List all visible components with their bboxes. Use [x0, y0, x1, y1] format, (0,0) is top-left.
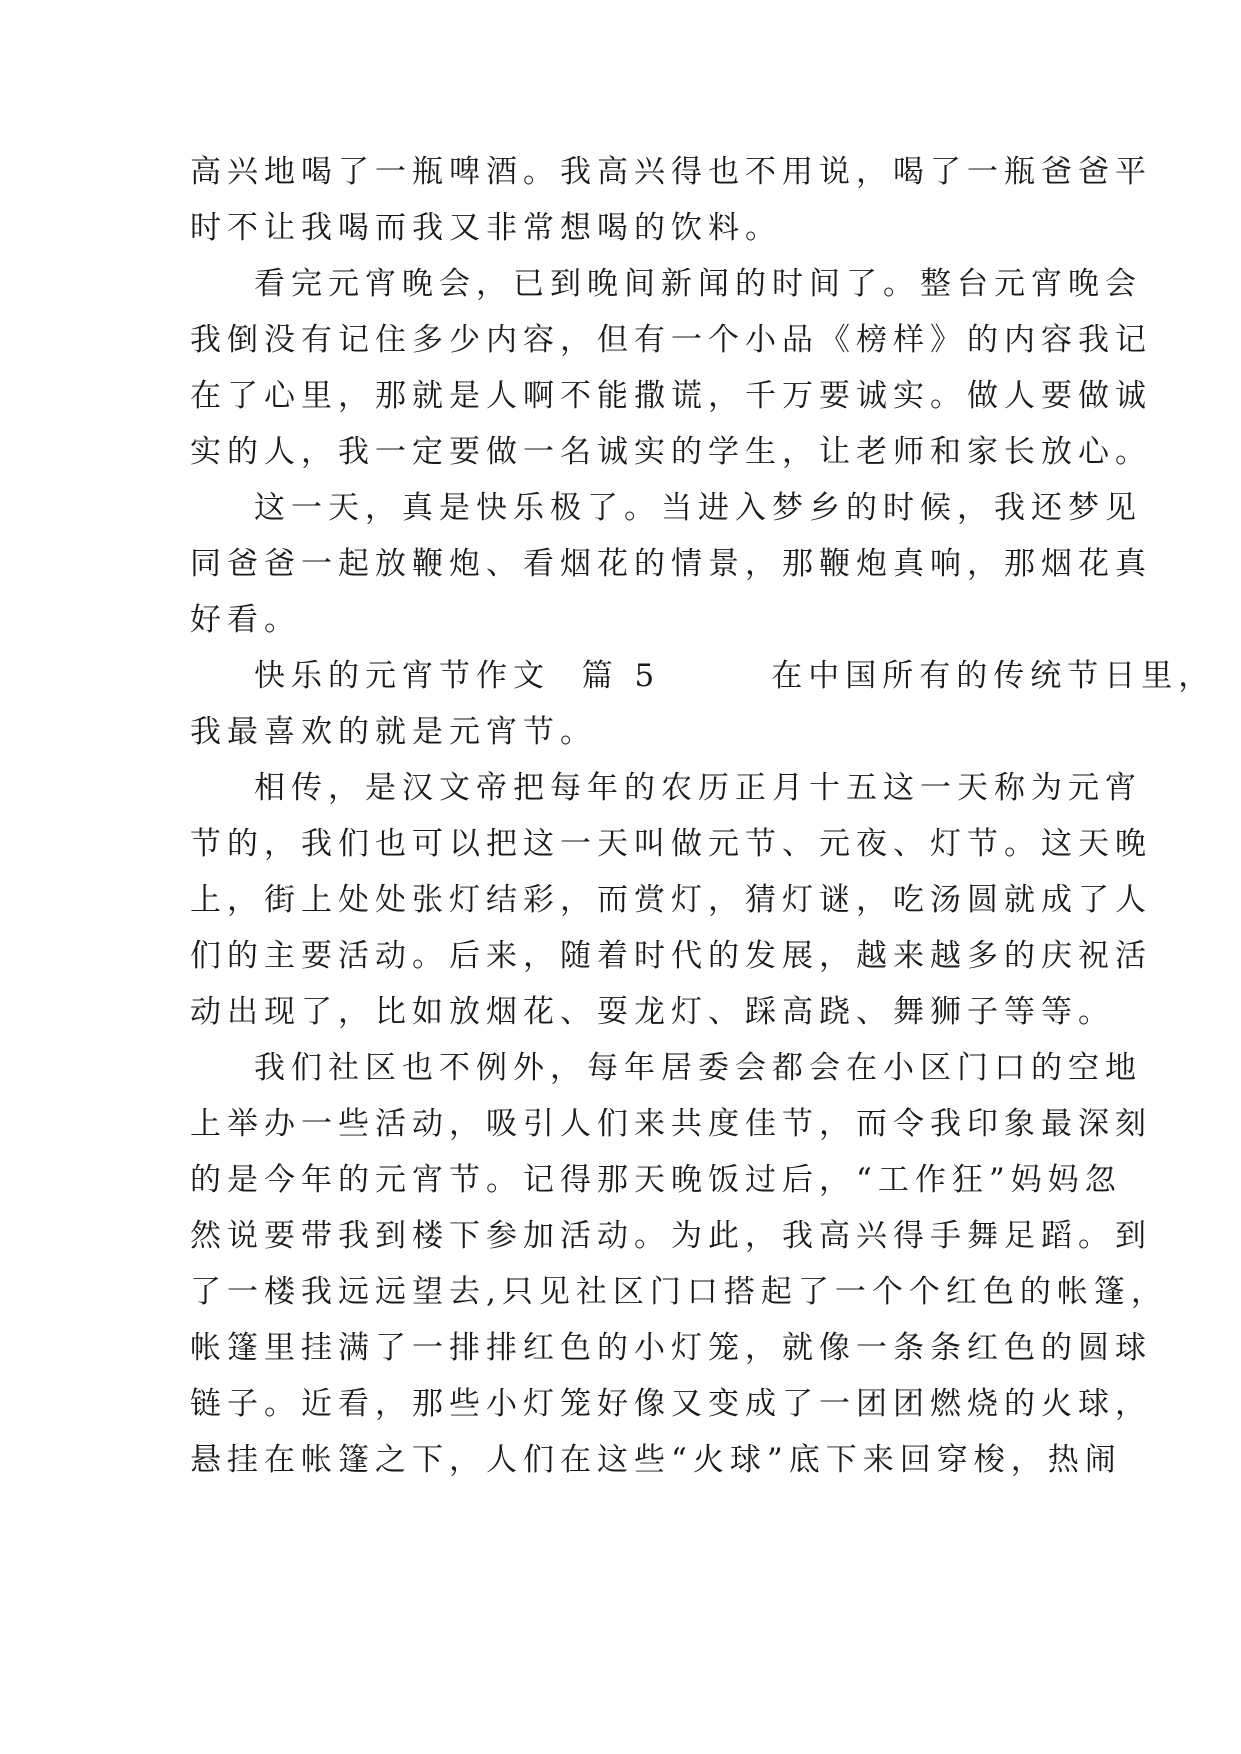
text-line: 好看。: [190, 602, 301, 638]
text-line: 上，街上处处张灯结彩，而赏灯，猜灯谜，吃汤圆就成了人: [190, 882, 1152, 918]
text-line: 时不让我喝而我又非常想喝的饮料。: [190, 210, 782, 246]
text-line: 了一楼我远远望去,只见社区门口搭起了一个个红色的帐篷，: [190, 1274, 1168, 1310]
section-heading-line: 快乐的元宵节作文 篇 5 在中国所有的传统节日里，: [254, 658, 1216, 694]
text-line: 然说要带我到楼下参加活动。为此，我高兴得手舞足蹈。到: [190, 1218, 1152, 1254]
text-line: 们的主要活动。后来，随着时代的发展，越来越多的庆祝活: [190, 938, 1152, 974]
text-line: 同爸爸一起放鞭炮、看烟花的情景，那鞭炮真响，那烟花真: [190, 546, 1152, 582]
text-line: 高兴地喝了一瓶啤酒。我高兴得也不用说，喝了一瓶爸爸平: [190, 154, 1152, 190]
text-line: 的是今年的元宵节。记得那天晚饭过后，“工作狂”妈妈忽: [190, 1162, 1122, 1198]
text-line: 实的人，我一定要做一名诚实的学生，让老师和家长放心。: [190, 434, 1152, 470]
text-line: 这一天，真是快乐极了。当进入梦乡的时候，我还梦见: [254, 490, 1142, 526]
text-line: 我最喜欢的就是元宵节。: [190, 714, 597, 750]
text-line: 帐篷里挂满了一排排红色的小灯笼，就像一条条红色的圆球: [190, 1330, 1152, 1366]
text-line: 节的，我们也可以把这一天叫做元节、元夜、灯节。这天晚: [190, 826, 1152, 862]
text-line: 我们社区也不例外，每年居委会都会在小区门口的空地: [254, 1050, 1142, 1086]
text-line: 我倒没有记住多少内容，但有一个小品《榜样》的内容我记: [190, 322, 1152, 358]
document-page: [190, 152, 1216, 1632]
text-line: 相传，是汉文帝把每年的农历正月十五这一天称为元宵: [254, 770, 1142, 806]
text-line: 动出现了，比如放烟花、耍龙灯、踩高跷、舞狮子等等。: [190, 994, 1115, 1030]
text-line: 在了心里，那就是人啊不能撒谎，千万要诚实。做人要做诚: [190, 378, 1152, 414]
text-line: 链子。近看，那些小灯笼好像又变成了一团团燃烧的火球，: [190, 1386, 1152, 1422]
text-line: 上举办一些活动，吸引人们来共度佳节，而令我印象最深刻: [190, 1106, 1152, 1142]
text-line: 看完元宵晚会，已到晚间新闻的时间了。整台元宵晚会: [254, 266, 1142, 302]
text-line: 悬挂在帐篷之下，人们在这些“火球”底下来回穿梭，热闹: [190, 1442, 1122, 1478]
